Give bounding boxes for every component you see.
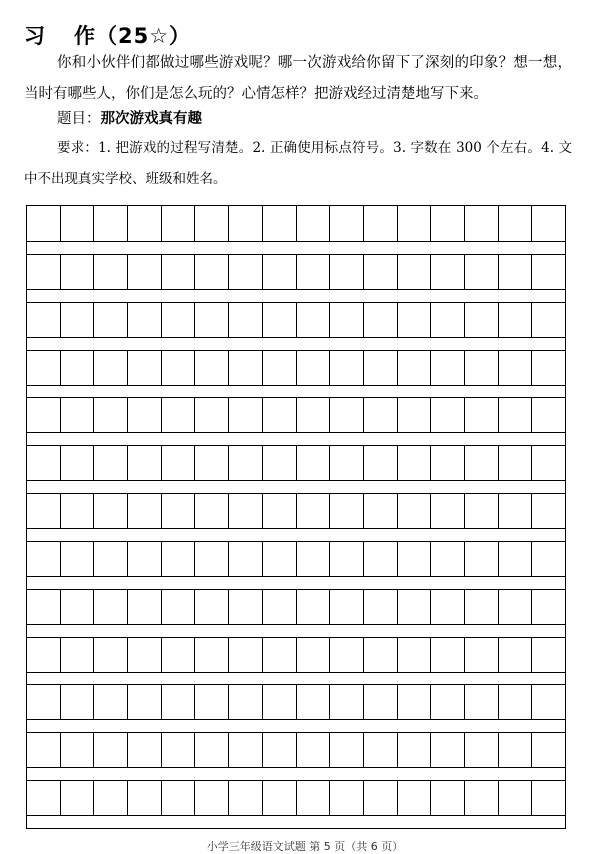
grid-cell xyxy=(364,638,398,672)
grid-cell xyxy=(162,351,196,385)
grid-cell xyxy=(431,733,465,767)
grid-cell xyxy=(128,446,162,480)
grid-cell xyxy=(27,590,61,624)
grid-cell xyxy=(297,542,331,576)
topic-label: 题目： xyxy=(57,111,101,127)
grid-cell xyxy=(330,255,364,289)
grid-cell xyxy=(61,542,95,576)
grid-cell xyxy=(195,446,229,480)
topic-title: 那次游戏真有趣 xyxy=(100,111,202,127)
grid-cell xyxy=(465,446,499,480)
grid-cell xyxy=(27,351,61,385)
grid-cell xyxy=(94,494,128,528)
grid-row xyxy=(27,684,565,720)
grid-cell xyxy=(229,398,263,432)
grid-cell xyxy=(499,255,533,289)
grid-cell xyxy=(128,303,162,337)
grid-cell xyxy=(532,542,565,576)
grid-cell xyxy=(398,542,432,576)
grid-cell xyxy=(229,494,263,528)
grid-cell xyxy=(499,446,533,480)
grid-cell xyxy=(195,494,229,528)
grid-cell xyxy=(431,542,465,576)
grid-cell xyxy=(195,351,229,385)
grid-cell xyxy=(195,398,229,432)
grid-cell xyxy=(162,590,196,624)
grid-cell xyxy=(61,494,95,528)
grid-cell xyxy=(297,446,331,480)
grid-cell xyxy=(499,542,533,576)
grid-cell xyxy=(499,733,533,767)
grid-cell xyxy=(297,303,331,337)
topic-line xyxy=(24,104,572,135)
grid-cell xyxy=(229,638,263,672)
grid-cell xyxy=(532,590,565,624)
grid-cell xyxy=(128,781,162,815)
grid-cell xyxy=(465,398,499,432)
grid-cell xyxy=(364,206,398,241)
grid-cell xyxy=(263,733,297,767)
grid-cell xyxy=(398,494,432,528)
grid-cell xyxy=(364,685,398,719)
grid-cell xyxy=(465,638,499,672)
grid-cell xyxy=(431,206,465,241)
grid-row xyxy=(27,780,565,816)
grid-cell xyxy=(431,303,465,337)
grid-cell xyxy=(162,303,196,337)
grid-cell xyxy=(532,206,565,241)
grid-cell xyxy=(364,446,398,480)
grid-row xyxy=(27,732,565,768)
grid-cell xyxy=(94,685,128,719)
grid-cell xyxy=(532,255,565,289)
grid-cell xyxy=(61,733,95,767)
grid-cell xyxy=(499,685,533,719)
grid-cell xyxy=(229,733,263,767)
grid-cell xyxy=(27,303,61,337)
page-footer: 小学三年级语文试题 第 5 页（共 6 页） xyxy=(206,840,404,853)
grid-cell xyxy=(431,638,465,672)
grid-cell xyxy=(27,733,61,767)
grid-cell xyxy=(398,255,432,289)
grid-row xyxy=(27,254,565,290)
grid-cell xyxy=(27,638,61,672)
grid-cell xyxy=(364,398,398,432)
grid-cell xyxy=(297,685,331,719)
grid-cell xyxy=(195,733,229,767)
requirements-paragraph: 要求：1. 把游戏的过程写清楚。2. 正确使用标点符号。3. 字数在 300 个左右。4. 文中不出现真实学校、班级和姓名。 xyxy=(24,140,572,187)
grid-cell xyxy=(162,733,196,767)
grid-cell xyxy=(195,303,229,337)
grid-cell xyxy=(499,494,533,528)
grid-row xyxy=(27,206,565,242)
grid-cell xyxy=(195,638,229,672)
grid-cell xyxy=(330,685,364,719)
grid-cell xyxy=(27,206,61,241)
grid-row xyxy=(27,493,565,529)
grid-cell xyxy=(364,781,398,815)
grid-cell xyxy=(229,781,263,815)
grid-cell xyxy=(229,446,263,480)
grid-cell xyxy=(330,398,364,432)
grid-cell xyxy=(162,685,196,719)
writing-grid xyxy=(26,205,566,829)
grid-cell xyxy=(195,781,229,815)
grid-cell xyxy=(499,206,533,241)
grid-cell xyxy=(229,542,263,576)
grid-cell xyxy=(532,351,565,385)
grid-cell xyxy=(431,590,465,624)
grid-cell xyxy=(398,351,432,385)
grid-cell xyxy=(94,255,128,289)
grid-cell xyxy=(94,638,128,672)
grid-cell xyxy=(61,351,95,385)
grid-cell xyxy=(431,351,465,385)
grid-cell xyxy=(229,255,263,289)
grid-cell xyxy=(398,685,432,719)
grid-cell xyxy=(128,494,162,528)
grid-cell xyxy=(229,590,263,624)
grid-cell xyxy=(263,494,297,528)
grid-cell xyxy=(297,351,331,385)
grid-cell xyxy=(27,446,61,480)
grid-cell xyxy=(297,590,331,624)
grid-cell xyxy=(330,638,364,672)
grid-cell xyxy=(61,398,95,432)
grid-cell xyxy=(229,351,263,385)
grid-cell xyxy=(330,206,364,241)
grid-cell xyxy=(94,446,128,480)
grid-cell xyxy=(398,206,432,241)
grid-cell xyxy=(398,590,432,624)
grid-cell xyxy=(162,206,196,241)
grid-cell xyxy=(398,638,432,672)
grid-cell xyxy=(532,638,565,672)
grid-cell xyxy=(364,303,398,337)
grid-cell xyxy=(330,351,364,385)
grid-cell xyxy=(398,398,432,432)
grid-cell xyxy=(162,542,196,576)
grid-cell xyxy=(297,398,331,432)
grid-cell xyxy=(61,303,95,337)
grid-cell xyxy=(27,685,61,719)
title-char-1: 习 xyxy=(24,24,46,48)
grid-cell xyxy=(94,206,128,241)
prompt-paragraph: 你和小伙伴们都做过哪些游戏呢？哪一次游戏给你留下了深刻的印象？想一想，当时有哪些人，你们是怎么玩的？心情怎样？把游戏经过清楚地写下来。 xyxy=(24,55,572,102)
grid-cell xyxy=(263,446,297,480)
grid-cell xyxy=(128,255,162,289)
grid-cell xyxy=(94,590,128,624)
grid-row xyxy=(27,350,565,386)
grid-cell xyxy=(263,590,297,624)
grid-cell xyxy=(431,494,465,528)
grid-cell xyxy=(162,781,196,815)
grid-cell xyxy=(195,685,229,719)
grid-cell xyxy=(297,206,331,241)
grid-cell xyxy=(330,781,364,815)
grid-cell xyxy=(27,398,61,432)
grid-cell xyxy=(431,446,465,480)
grid-cell xyxy=(499,303,533,337)
grid-cell xyxy=(532,398,565,432)
grid-cell xyxy=(162,255,196,289)
grid-cell xyxy=(263,781,297,815)
grid-cell xyxy=(499,781,533,815)
grid-cell xyxy=(195,542,229,576)
grid-cell xyxy=(330,303,364,337)
grid-cell xyxy=(61,590,95,624)
grid-cell xyxy=(94,303,128,337)
grid-cell xyxy=(263,398,297,432)
grid-cell xyxy=(195,206,229,241)
grid-cell xyxy=(297,255,331,289)
section-title xyxy=(24,20,191,50)
grid-row xyxy=(27,445,565,481)
grid-cell xyxy=(465,206,499,241)
grid-cell xyxy=(61,255,95,289)
grid-cell xyxy=(27,542,61,576)
grid-cell xyxy=(94,733,128,767)
grid-cell xyxy=(162,398,196,432)
grid-cell xyxy=(499,398,533,432)
grid-cell xyxy=(94,398,128,432)
grid-cell xyxy=(229,685,263,719)
grid-cell xyxy=(431,685,465,719)
grid-cell xyxy=(364,733,398,767)
grid-row xyxy=(27,589,565,625)
grid-cell xyxy=(398,733,432,767)
grid-cell xyxy=(128,398,162,432)
grid-cell xyxy=(263,206,297,241)
grid-cell xyxy=(263,255,297,289)
grid-cell xyxy=(499,638,533,672)
grid-row xyxy=(27,637,565,673)
grid-cell xyxy=(532,733,565,767)
grid-cell xyxy=(27,494,61,528)
grid-cell xyxy=(94,781,128,815)
grid-cell xyxy=(465,542,499,576)
grid-row xyxy=(27,541,565,577)
grid-cell xyxy=(330,542,364,576)
grid-cell xyxy=(94,542,128,576)
grid-cell xyxy=(263,303,297,337)
grid-cell xyxy=(330,446,364,480)
grid-row xyxy=(27,302,565,338)
grid-cell xyxy=(61,446,95,480)
grid-cell xyxy=(499,590,533,624)
grid-cell xyxy=(330,494,364,528)
grid-cell xyxy=(398,781,432,815)
grid-cell xyxy=(27,255,61,289)
grid-cell xyxy=(330,590,364,624)
grid-cell xyxy=(297,781,331,815)
grid-cell xyxy=(263,542,297,576)
grid-cell xyxy=(94,351,128,385)
grid-cell xyxy=(128,351,162,385)
grid-cell xyxy=(364,590,398,624)
grid-cell xyxy=(465,781,499,815)
grid-cell xyxy=(330,733,364,767)
grid-cell xyxy=(128,733,162,767)
grid-cell xyxy=(263,685,297,719)
grid-cell xyxy=(465,494,499,528)
grid-cell xyxy=(465,351,499,385)
grid-cell xyxy=(297,733,331,767)
grid-cell xyxy=(162,638,196,672)
grid-cell xyxy=(364,351,398,385)
grid-cell xyxy=(532,494,565,528)
grid-cell xyxy=(465,590,499,624)
grid-cell xyxy=(465,685,499,719)
grid-cell xyxy=(61,685,95,719)
grid-cell xyxy=(61,206,95,241)
grid-cell xyxy=(128,685,162,719)
grid-cell xyxy=(431,398,465,432)
grid-cell xyxy=(263,638,297,672)
grid-cell xyxy=(61,781,95,815)
grid-cell xyxy=(229,303,263,337)
grid-cell xyxy=(263,351,297,385)
grid-cell xyxy=(431,255,465,289)
grid-cell xyxy=(128,638,162,672)
grid-cell xyxy=(364,542,398,576)
grid-cell xyxy=(431,781,465,815)
grid-cell xyxy=(532,446,565,480)
grid-cell xyxy=(27,781,61,815)
grid-cell xyxy=(398,446,432,480)
grid-cell xyxy=(61,638,95,672)
title-char-2: 作 xyxy=(74,24,96,48)
score-label: （25☆） xyxy=(96,24,192,48)
grid-cell xyxy=(162,494,196,528)
grid-cell xyxy=(128,542,162,576)
grid-cell xyxy=(128,206,162,241)
grid-cell xyxy=(364,494,398,528)
grid-cell xyxy=(499,351,533,385)
grid-cell xyxy=(465,733,499,767)
grid-cell xyxy=(465,255,499,289)
grid-cell xyxy=(195,255,229,289)
grid-cell xyxy=(297,638,331,672)
grid-cell xyxy=(128,590,162,624)
grid-cell xyxy=(297,494,331,528)
grid-cell xyxy=(465,303,499,337)
grid-cell xyxy=(532,781,565,815)
grid-cell xyxy=(398,303,432,337)
grid-cell xyxy=(364,255,398,289)
grid-row xyxy=(27,397,565,433)
grid-cell xyxy=(162,446,196,480)
grid-cell xyxy=(532,685,565,719)
grid-cell xyxy=(229,206,263,241)
grid-cell xyxy=(532,303,565,337)
grid-cell xyxy=(195,590,229,624)
